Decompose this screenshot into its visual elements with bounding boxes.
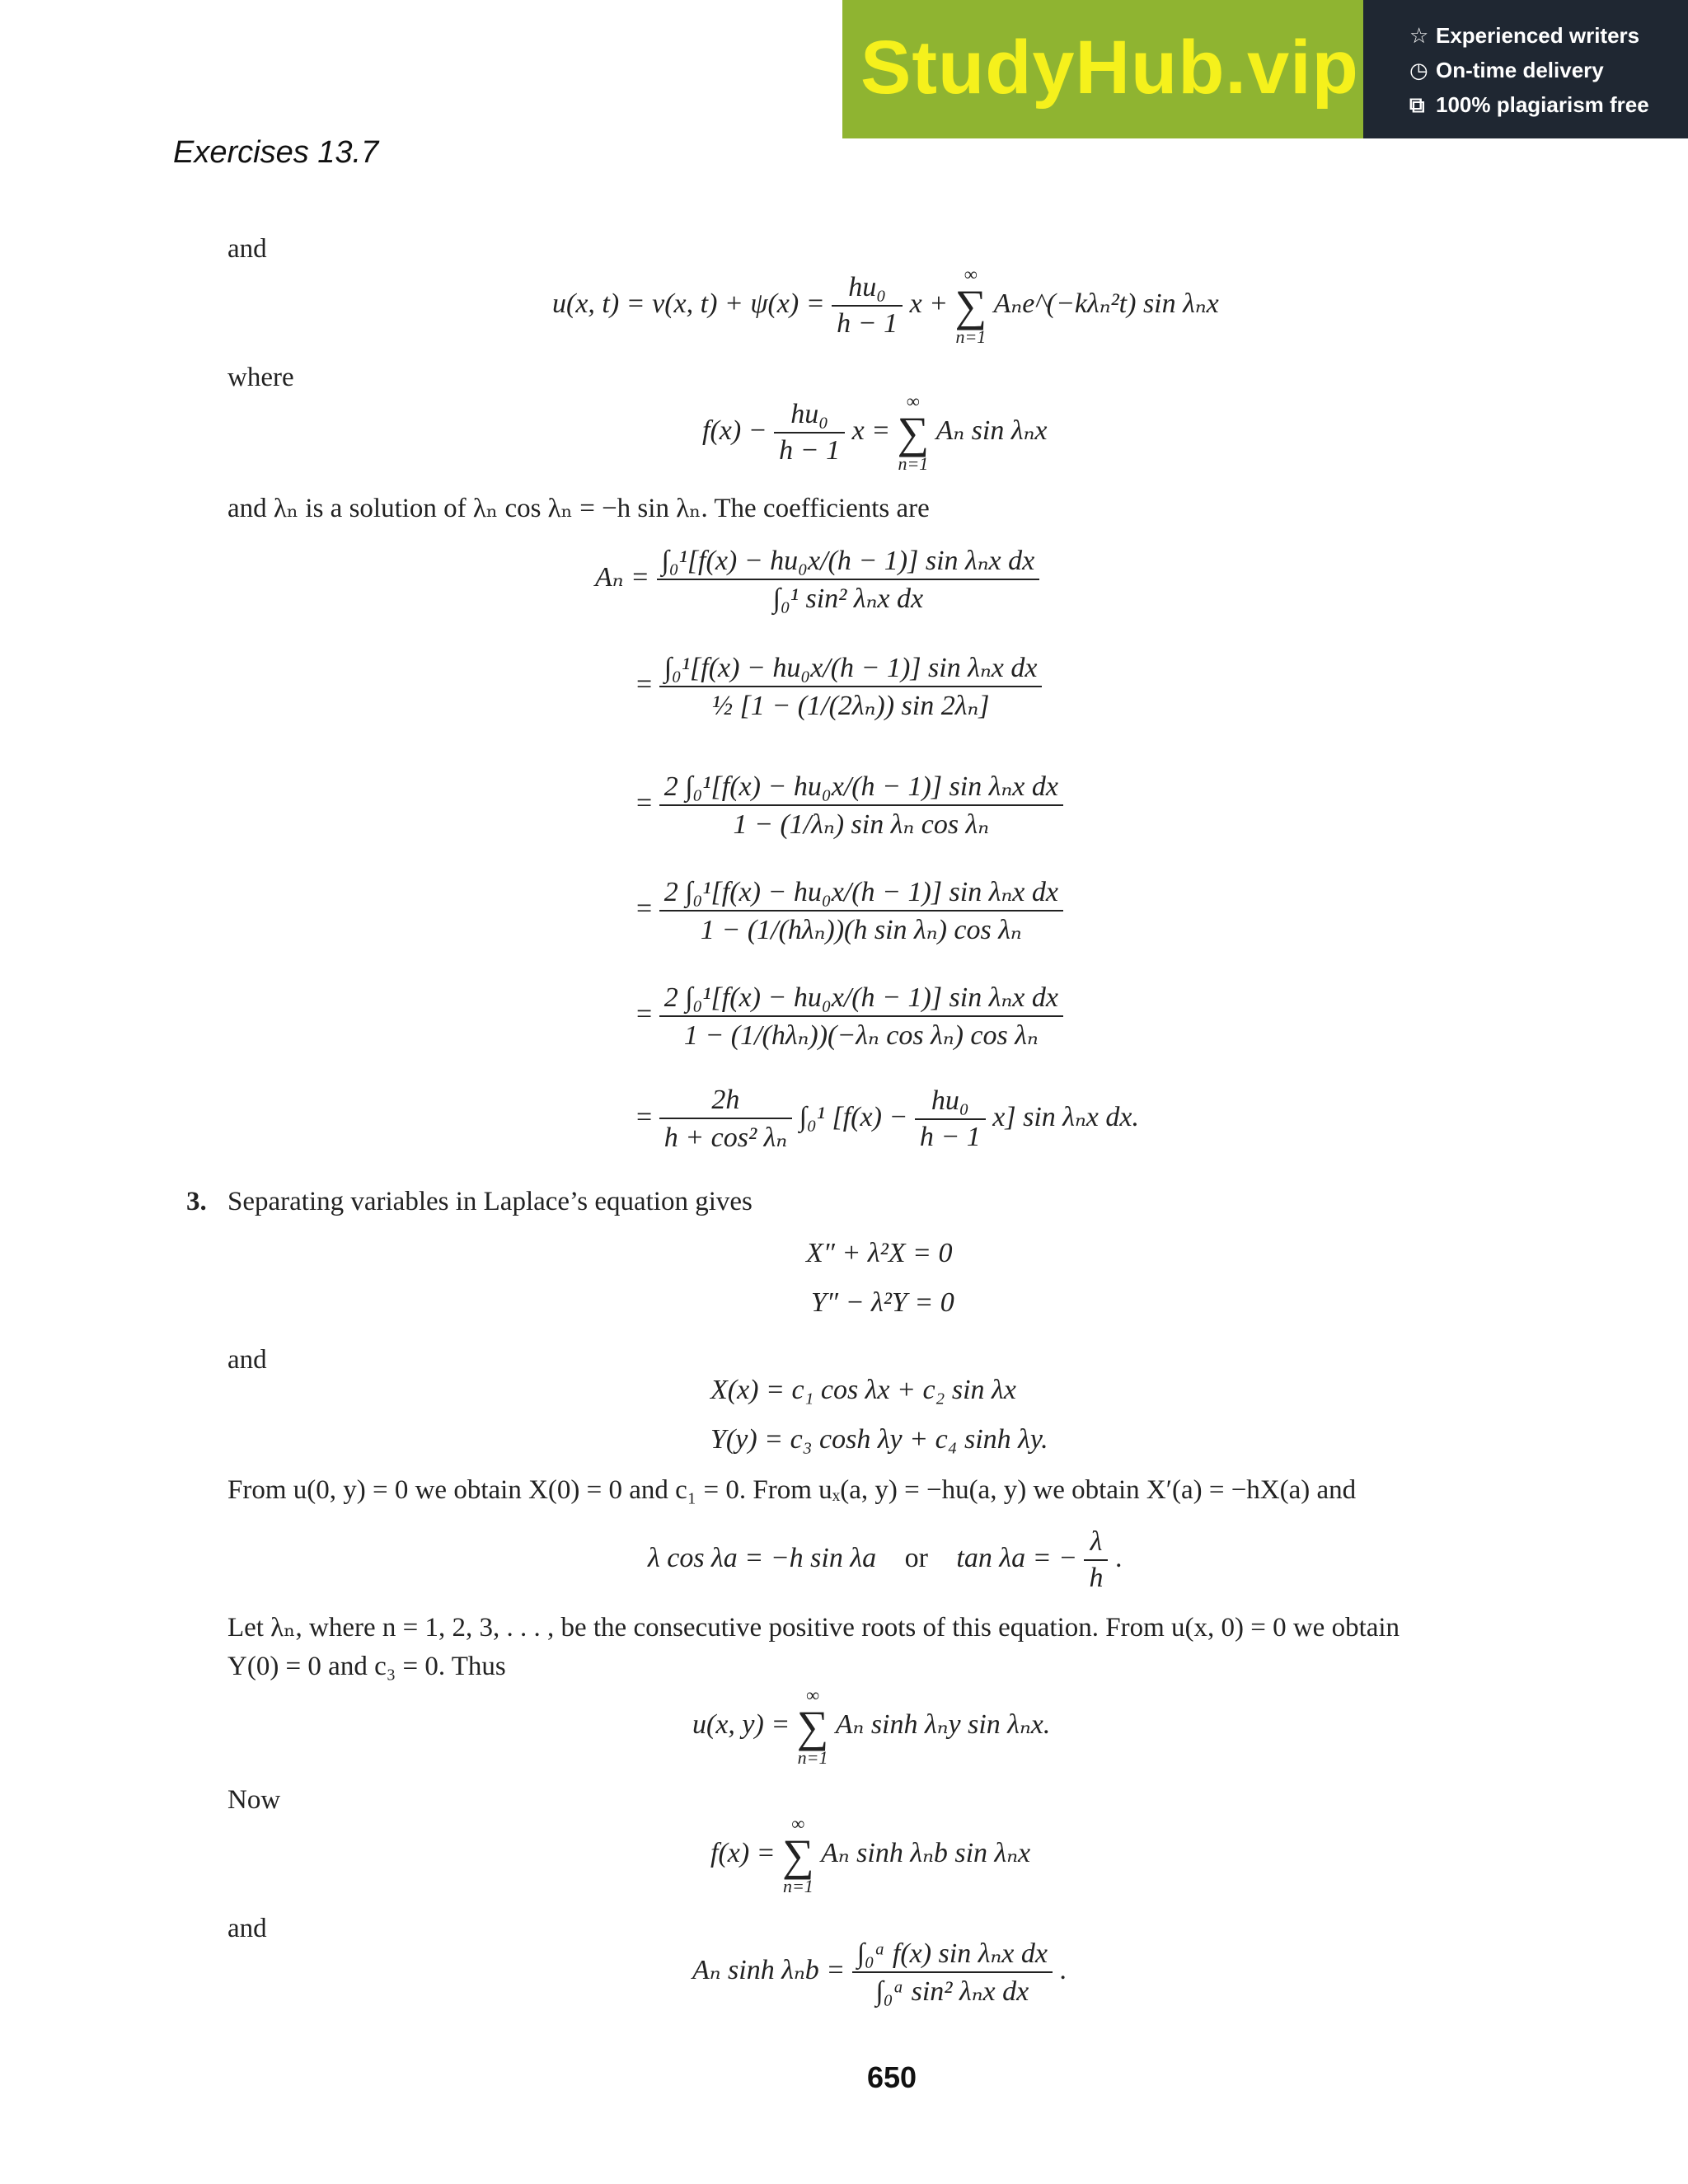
text-let-line-1: Let λₙ, where n = 1, 2, 3, . . . , be the consecutive positive roots of this equation. From u(x, 0) = 0 we obtain bbox=[227, 1613, 1400, 1643]
equation-An-3: = $\frac{\text{2 ∫₀¹[f(x) − hu₀x/(h − 1)] sin λₙx dx}}{\text{1 − (1/λₙ) sin λₙ cos λₙ}}$ bbox=[636, 770, 1063, 841]
equation-Y-ode: Y″ − λ²Y = 0 bbox=[811, 1287, 954, 1318]
brand-logo-text: StudyHub.vip bbox=[860, 26, 1359, 110]
equation-An-5: = $\frac{\text{2 ∫₀¹[f(x) − hu₀x/(h − 1)] sin λₙx dx}}{\text{1 − (1/(hλₙ))(−λₙ cos λₙ) cos λₙ}}$ bbox=[636, 981, 1063, 1052]
fraction-hu0-over-h1: $\frac{\text{hu₀}}{h - 1}$ bbox=[832, 272, 903, 340]
equation-An-final: = $\frac{2h}{\text{h + cos² λₙ}}$ ∫₀¹ [f(x) − $\frac{\text{hu₀}}{h - 1}$ x] sin λₙx dx. bbox=[636, 1085, 1139, 1153]
text-from-line: From u(0, y) = 0 we obtain X(0) = 0 and c₁ = 0. From uₓ(a, y) = −hu(a, y) we obtain X′(a) = −hX(a) and bbox=[227, 1475, 1357, 1505]
text-now: Now bbox=[227, 1785, 281, 1815]
item-number-3: 3. bbox=[186, 1187, 207, 1216]
text-lambda-intro: and λₙ is a solution of λₙ cos λₙ = −h sin λₙ. The coefficients are bbox=[227, 494, 930, 523]
equation-u-xy: u(x, y) = ∞ ∑ n=1 Aₙ sinh λₙy sin λₙx. bbox=[692, 1685, 1051, 1768]
equation-X-solution: X(x) = c₁ cos λx + c₂ sin λx bbox=[710, 1375, 1016, 1405]
equation-fx-sinh: f(x) = ∞ ∑ n=1 Aₙ sinh λₙb sin λₙx bbox=[710, 1813, 1031, 1896]
feature-row-3: ⧉ 100% plagiarism free bbox=[1409, 92, 1649, 117]
star-icon: ☆ bbox=[1409, 23, 1429, 48]
equation-Y-solution: Y(y) = c₃ cosh λy + c₄ sinh λy. bbox=[710, 1424, 1048, 1455]
page-header-title: Exercises 13.7 bbox=[173, 135, 379, 170]
feature-row-1: ☆ Experienced writers bbox=[1409, 23, 1640, 48]
equation-fx-series: f(x) − $\frac{\text{hu₀}}{h - 1}$ x = ∞ ∑ n=1 Aₙ sin λₙx bbox=[702, 391, 1048, 474]
equation-tan: λ cos λa = −h sin λa or tan λa = − $\frac{\lambda}{h}$ . bbox=[648, 1526, 1123, 1593]
text-and-2: and bbox=[227, 1345, 267, 1375]
text-and-3: and bbox=[227, 1914, 267, 1943]
equation-An-1: Aₙ = $\frac{\text{∫₀¹[f(x) − hu₀x/(h − 1)] sin λₙx dx}}{\text{∫₀¹ sin² λₙx dx}}$ bbox=[595, 544, 1039, 615]
feature-row-2: ◷ On-time delivery bbox=[1409, 58, 1604, 82]
text-where: where bbox=[227, 363, 294, 392]
equation-An-sinh: Aₙ sinh λₙb = $\frac{\text{∫₀ᵃ f(x) sin λₙx dx}}{\text{∫₀ᵃ sin² λₙx dx}}$ . bbox=[692, 1938, 1067, 2007]
equation-u-xt: u(x, t) = v(x, t) + ψ(x) = $\frac{\text{hu₀}}{h - 1}$ x + ∞ ∑ n=1 Aₙe^(−kλₙ²t) sin λₙx bbox=[552, 264, 1219, 347]
banner-features bbox=[1363, 0, 1688, 138]
equation-X-ode: X″ + λ²X = 0 bbox=[806, 1238, 953, 1268]
text-item3: Separating variables in Laplace’s equation gives bbox=[227, 1187, 753, 1216]
summation-symbol: ∞ ∑ n=1 bbox=[954, 264, 987, 347]
eq-u-rhs: Aₙe^(−kλₙ²t) sin λₙx bbox=[993, 288, 1219, 319]
text-and-1: and bbox=[227, 234, 267, 264]
equation-An-2: = $\frac{\text{∫₀¹[f(x) − hu₀x/(h − 1)] sin λₙx dx}}{\text{½ [1 − (1/(2λₙ)) sin 2λₙ]}}$ bbox=[636, 651, 1042, 722]
page-number: 650 bbox=[867, 2060, 917, 2094]
equation-An-4: = $\frac{\text{2 ∫₀¹[f(x) − hu₀x/(h − 1)] sin λₙx dx}}{\text{1 − (1/(hλₙ))(h sin λₙ) cos λₙ}}$ bbox=[636, 875, 1063, 946]
eq-u-lhs: u(x, t) = v(x, t) + ψ(x) = bbox=[552, 288, 825, 319]
copy-icon: ⧉ bbox=[1409, 92, 1425, 117]
banner-brand-area[interactable] bbox=[842, 0, 1363, 138]
clock-icon: ◷ bbox=[1409, 58, 1428, 82]
text-let-line-2: Y(0) = 0 and c₃ = 0. Thus bbox=[227, 1652, 506, 1681]
